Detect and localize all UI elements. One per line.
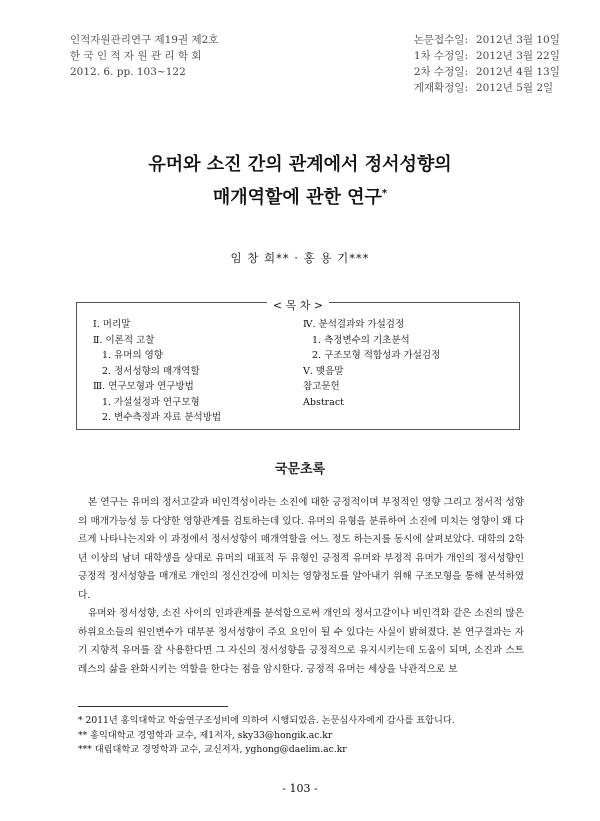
footnote: ** 홍익대학교 경영학과 교수, 제1저자, sky33@hongik.ac.kr bbox=[78, 729, 333, 741]
toc-item: 1. 측정변수의 기초분석 bbox=[312, 334, 410, 346]
title-footnote-mark: * bbox=[381, 188, 388, 199]
abstract-heading: 국문초록 bbox=[274, 462, 326, 477]
title-line-2: 매개역할에 관한 연구* bbox=[212, 187, 388, 208]
page-number: - 103 - bbox=[282, 782, 318, 795]
toc-item: 2. 정서성향의 매개역할 bbox=[102, 365, 200, 377]
toc-item: Ⅱ. 이론적 고찰 bbox=[93, 334, 155, 346]
date-row: 논문접수일: 2012년 3월 10일 bbox=[413, 34, 560, 46]
submission-dates bbox=[394, 32, 572, 96]
toc-right-column bbox=[303, 317, 440, 410]
abstract-paragraph: 유머와 정서성향, 소진 사이의 인과관계를 분석함으로써 개인의 정서고갈이나 비인격화 같은 소진의 많은 하위요소들의 원인변수가 대부분 정서성향이 주요 요인이 될 수 있다는 사실이 밝혀졌다. 본 연구결과는 자기 지향적 유머를 잘 사용한다면 그 자신의 정서성향을 긍정적으로 유지시키는데 도움이 되며, 소진과 스트레스의 삶을 완화시키는 역할을 한다는 점을 암시한다. 긍정적 유머는 세상을 낙관적으로 보 bbox=[78, 608, 524, 675]
toc-item: 1. 유머의 영향 bbox=[102, 350, 163, 361]
toc-item: 1. 가설설정과 연구모형 bbox=[102, 396, 200, 408]
toc-item: Abstract bbox=[303, 396, 344, 408]
footnote-divider bbox=[78, 706, 228, 707]
toc-heading: < 목 차 > bbox=[267, 299, 329, 312]
footnote: * 2011년 홍익대학교 학술연구조성비에 의하여 시행되었음. 논문심사자에게 감사를 표합니다. bbox=[78, 715, 455, 726]
footnotes bbox=[78, 714, 455, 758]
paper-title bbox=[0, 150, 600, 212]
date-row: 2차 수정일: 2012년 4월 13일 bbox=[413, 66, 560, 78]
author-line: 임 창 희** · 홍 용 기*** bbox=[230, 251, 370, 265]
toc-item: Ⅳ. 분석결과와 가설검정 bbox=[303, 319, 405, 330]
table-of-contents bbox=[76, 299, 520, 430]
abstract-body bbox=[78, 494, 524, 679]
toc-item: 참고문헌 bbox=[303, 381, 340, 392]
toc-item: 2. 변수측정과 자료 분석방법 bbox=[102, 412, 222, 423]
society-name: 한 국 인 적 자 원 관 리 학 회 bbox=[70, 50, 202, 62]
abstract-paragraph: 본 연구는 유머의 정서고갈과 비인격성이라는 소진에 대한 긍정적이며 부정적인 영향 그리고 정서적 성향의 매개가능성 등 다양한 영향관계를 검토하는데 있다. 유머의 유형을 분류하여 소진에 미치는 영향이 왜 다르게 나타나는지와 이 과정에서 정서성향이 매개역할을 어느 정도 하는지를 동시에 살펴보았다. 대학의 2학년 이상의 남녀 대학생을 상대로 유머의 대표적 두 유형인 긍정적 유머와 부정적 유머가 개인의 정서성향인 긍정적 정서성향을 매개로 개인의 정신건강에 미치는 영향정도를 알아내기 위해 구조모형을 통해 분석하였다. bbox=[78, 497, 524, 601]
footnote: *** 대림대학교 경영학과 교수, 교신저자, yghong@daelim.ac.kr bbox=[78, 744, 347, 755]
date-row: 1차 수정일: 2012년 3월 22일 bbox=[413, 50, 560, 62]
issue-pages: 2012. 6. pp. 103~122 bbox=[70, 66, 186, 78]
title-line-1: 유머와 소진 간의 관계에서 정서성향의 bbox=[148, 154, 452, 175]
toc-item: 2. 구조모형 적합성과 가설검정 bbox=[312, 350, 441, 361]
toc-item: Ⅰ. 머리말 bbox=[93, 319, 131, 330]
date-row: 게재확정일: 2012년 5월 2일 bbox=[413, 82, 554, 94]
toc-item: Ⅴ. 맺음말 bbox=[303, 365, 344, 377]
toc-left-column bbox=[93, 317, 221, 426]
journal-name: 인적자원관리연구 제19권 제2호 bbox=[70, 34, 219, 46]
journal-info bbox=[70, 32, 218, 80]
toc-item: Ⅲ. 연구모형과 연구방법 bbox=[93, 381, 194, 392]
